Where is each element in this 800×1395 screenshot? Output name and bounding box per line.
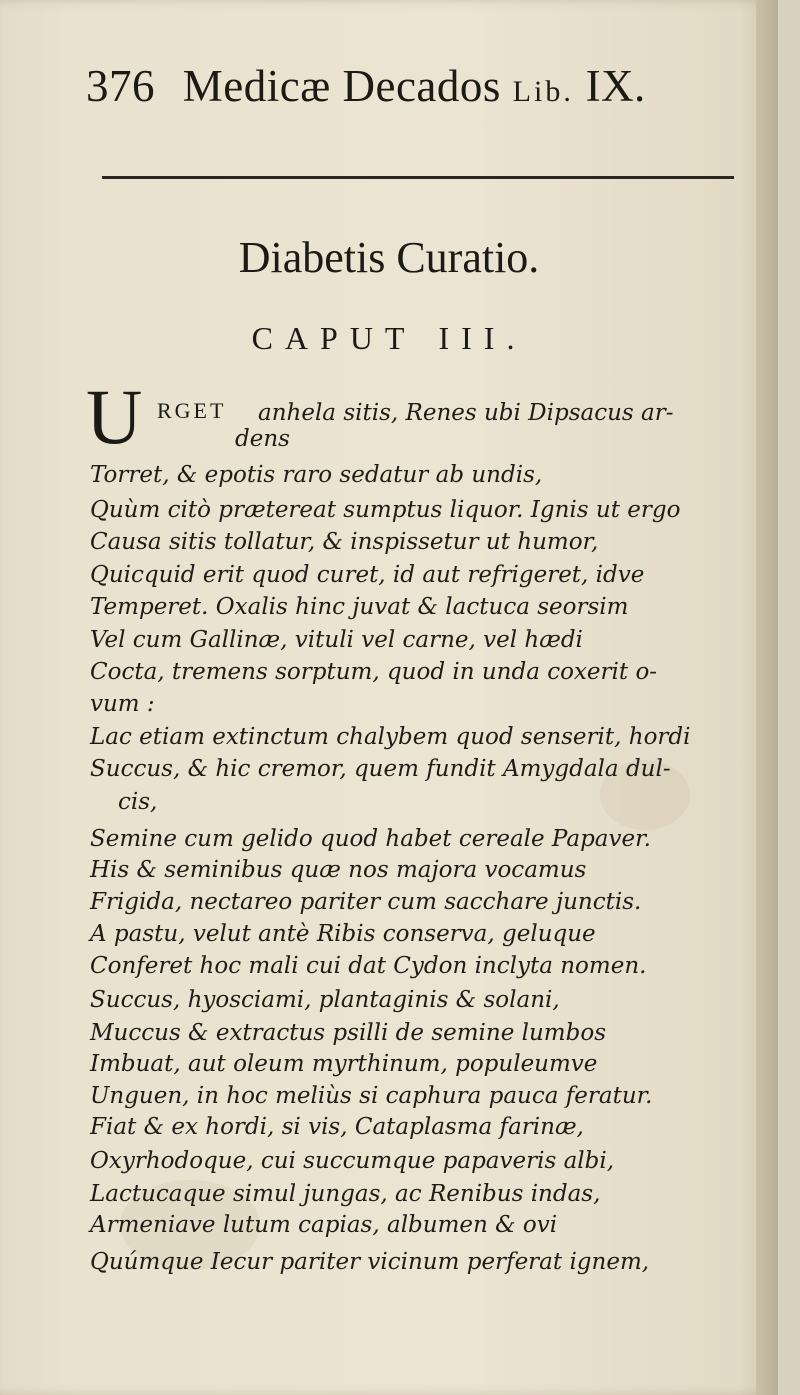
verse-line: vum : — [90, 691, 155, 717]
verse-line: Semine cum gelido quod habet cereale Papaver. — [90, 826, 651, 852]
verse-line: Cocta, tremens sorptum, quod in unda coxerit o- — [90, 659, 658, 685]
book-label: Lib. — [512, 75, 574, 108]
verse-line: Lactucaque simul jungas, ac Renibus indas, — [90, 1181, 601, 1207]
verse-line: Quúmque Iecur pariter vicinum perferat ignem, — [90, 1249, 650, 1275]
verse-line: His & seminibus quæ nos majora vocamus — [90, 857, 587, 883]
verse-line: Muccus & extractus psilli de semine lumbos — [90, 1020, 606, 1046]
verse-line: cis, — [118, 789, 158, 815]
first-word: RGET — [157, 398, 227, 423]
verse-line: Frigida, nectareo pariter cum sacchare junctis. — [90, 889, 642, 915]
verse-line: Quùm citò prætereat sumptus liquor. Ignis ut ergo — [90, 497, 681, 523]
verse-line: Succus, & hic cremor, quem fundit Amygdala dul- — [90, 756, 671, 782]
running-title: Medicæ Decados — [182, 61, 501, 111]
verse-line: Armeniave lutum capias, albumen & ovi — [90, 1212, 558, 1238]
chapter-heading — [0, 320, 778, 357]
page-number: 376 — [86, 61, 155, 111]
verse-line: Torret, & epotis raro sedatur ab undis, — [90, 462, 543, 488]
verse-line: Conferet hoc mali cui dat Cydon inclyta nomen. — [90, 953, 647, 979]
verse-line: Unguen, in hoc meliùs si caphura pauca feratur. — [90, 1083, 653, 1109]
chapter-word: CAPUT — [251, 320, 417, 356]
verse-line: Oxyrhodoque, cui succumque papaveris albi, — [90, 1148, 615, 1174]
header-rule — [102, 176, 734, 179]
verse-line: A pastu, velut antè Ribis conserva, geluque — [90, 921, 596, 947]
chapter-number: III. — [438, 320, 527, 356]
section-title: Diabetis Curatio. — [238, 233, 540, 282]
drop-cap: U — [86, 373, 143, 460]
verse-line: anhela sitis, Renes ubi Dipsacus ar- — [258, 400, 674, 426]
verse-line: Causa sitis tollatur, & inspissetur ut humor, — [90, 529, 599, 555]
verse-line: Fiat & ex hordi, si vis, Cataplasma farinæ, — [90, 1114, 584, 1140]
verse-line: Lac etiam extinctum chalybem quod senserit, hordi — [90, 724, 691, 750]
verse-line: dens — [235, 426, 290, 452]
verse-line: Temperet. Oxalis hinc juvat & lactuca seorsim — [90, 594, 629, 620]
verse-line: Vel cum Gallinæ, vituli vel carne, vel hædi — [90, 627, 583, 653]
verse-line: Quicquid erit quod curet, id aut refrigeret, idve — [90, 562, 645, 588]
running-head — [86, 60, 706, 120]
verse-line: Succus, hyosciami, plantaginis & solani, — [90, 987, 560, 1013]
verse-line: Imbuat, aut oleum myrthinum, populeumve — [90, 1051, 598, 1077]
book-number: IX. — [585, 61, 646, 111]
